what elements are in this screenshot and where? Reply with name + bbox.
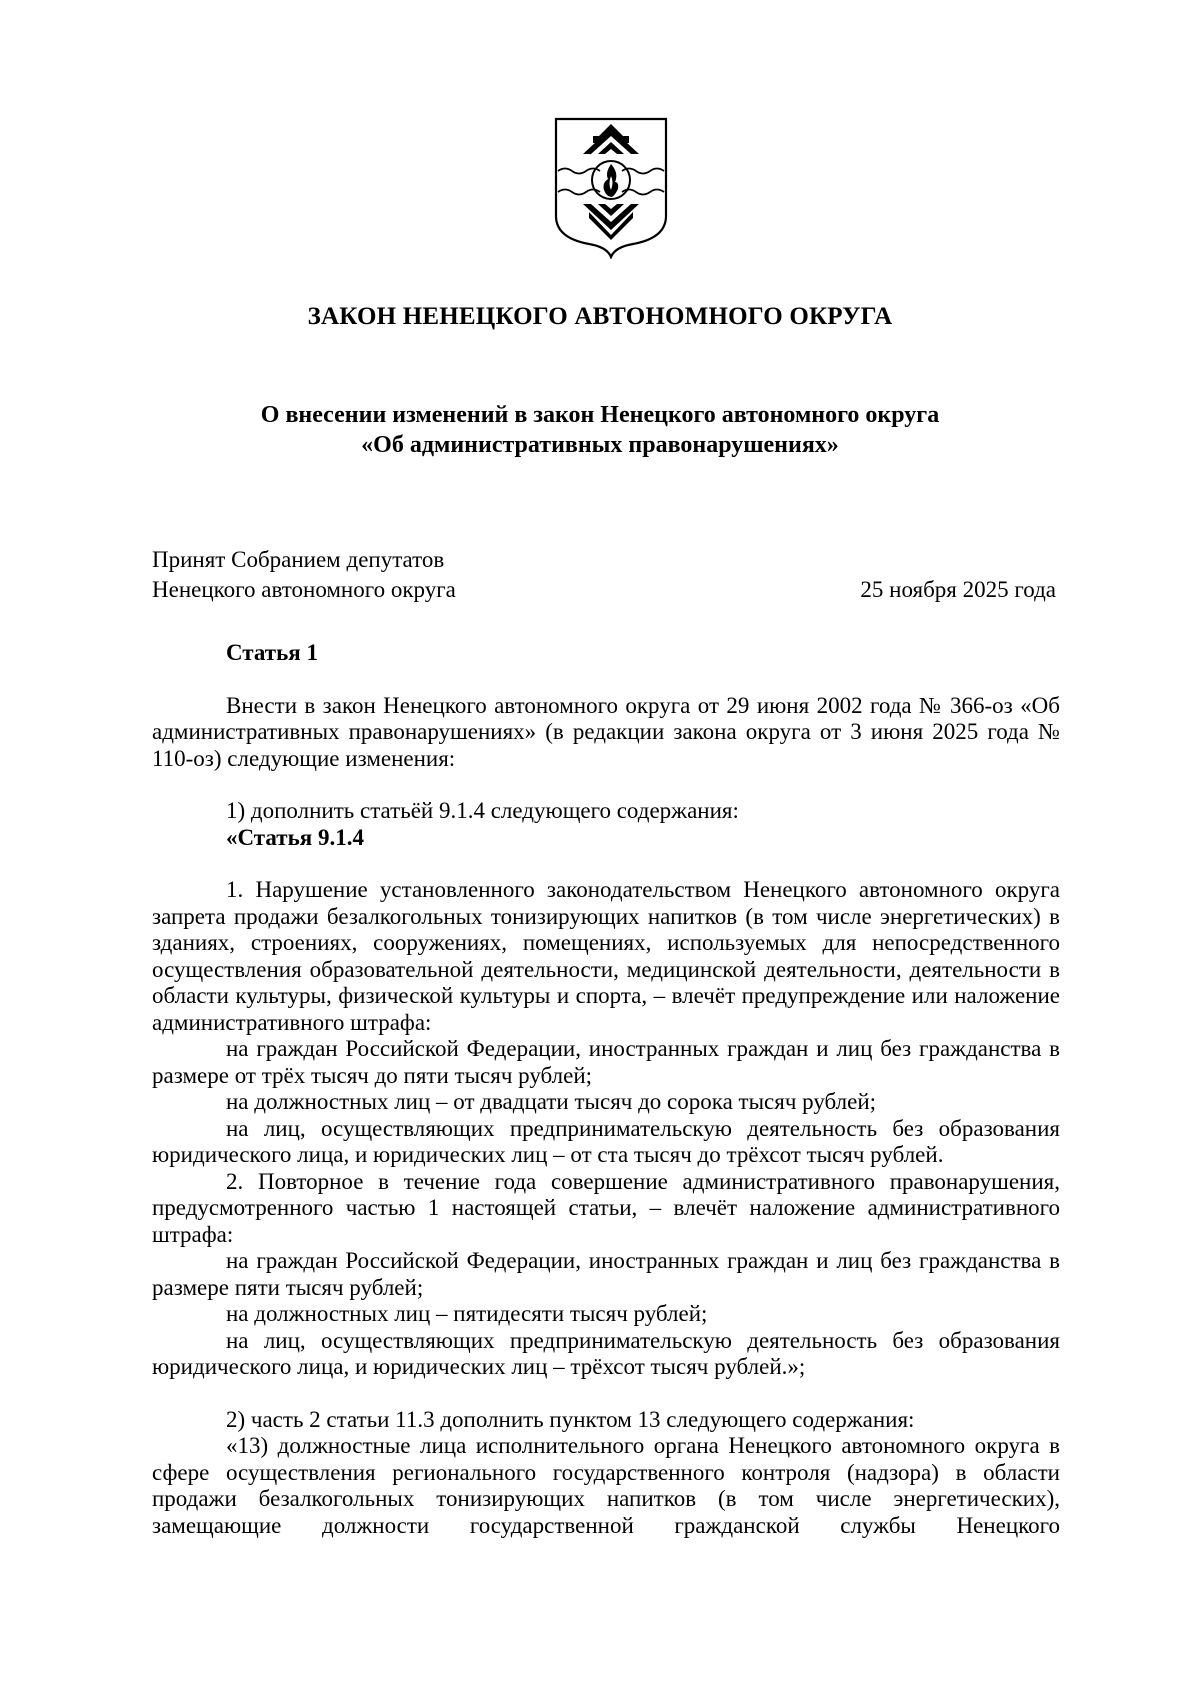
subtitle-line-2: «Об административных правонарушениях»: [361, 432, 839, 458]
article-1-heading: Статья 1: [226, 640, 318, 665]
subtitle-line-1: О внесении изменений в закон Ненецкого автономного округа: [260, 402, 940, 428]
item-2-intro: 2) часть 2 статьи 11.3 дополнить пунктом 13 следующего содержания:: [226, 1406, 915, 1432]
part-2-entities-fine: на лиц, осуществляющих предпринимательскую деятельность без образования юридического лица, и юридических лиц – трёхсот тысяч рублей.»;: [152, 1327, 1060, 1379]
article-1-intro: Внести в закон Ненецкого автономного округа от 29 июня 2002 года № 366-оз «Об административных правонарушениях» (в редакции закона округа от 3 июня 2025 года № 110-оз) следующие изменения:: [152, 692, 1060, 771]
top-ornament: [583, 124, 639, 154]
wave-bottom: [558, 190, 600, 195]
article-9-1-4-heading: «Статья 9.1.4: [226, 824, 364, 850]
wave-bottom-right: [622, 190, 664, 195]
adoption-date: 25 ноября 2025 года: [860, 577, 1056, 602]
part-1-citizens-fine: на граждан Российской Федерации, иностранных граждан и лиц без гражданства в размере от трёх тысяч до пяти тысяч рублей;: [152, 1036, 1060, 1088]
law-body: [152, 640, 1060, 1539]
law-title: ЗАКОН НЕНЕЦКОГО АВТОНОМНОГО ОКРУГА: [307, 303, 893, 330]
part-2-citizens-fine: на граждан Российской Федерации, иностранных граждан и лиц без гражданства в размере пяти тысяч рублей;: [152, 1248, 1060, 1300]
adopted-by-line-2: Ненецкого автономного округа: [152, 577, 456, 602]
adoption-block: [152, 545, 1056, 605]
part-1-entities-fine: на лиц, осуществляющих предпринимательскую деятельность без образования юридического лица, и юридических лиц – от ста тысяч до трёхсот тысяч рублей.: [152, 1115, 1060, 1167]
item-1-intro: 1) дополнить статьёй 9.1.4 следующего содержания:: [226, 798, 739, 823]
adopted-by-line-1: Принят Собранием депутатов: [152, 547, 445, 572]
article-9-1-4-part-2: 2. Повторное в течение года совершение административного правонарушения, предусмотренного частью 1 настоящей статьи, – влечёт наложение административного штрафа:: [152, 1168, 1060, 1247]
bottom-ornament: [583, 204, 639, 240]
part-1-officials-fine: на должностных лиц – от двадцати тысяч до сорока тысяч рублей;: [226, 1089, 877, 1114]
article-9-1-4-part-1: 1. Нарушение установленного законодательством Ненецкого автономного округа запрета продажи безалкогольных тонизирующих напитков (в том числе энергетических) в зданиях, строениях, сооружениях, помещениях, используемых для непосредственного осуществления образовательной деятельности, медицинской деятельности, деятельности в области культуры, физической культуры и спорта, – влечёт предупреждение или наложение административного штрафа:: [152, 877, 1060, 1035]
part-2-officials-fine: на должностных лиц – пятидесяти тысяч рублей;: [226, 1301, 708, 1326]
item-2-text: «13) должностные лица исполнительного органа Ненецкого автономного округа в сфере осуществления регионального государственного контроля (надзора) в области продажи безалкогольных тонизирующих напитков (в том числе энергетических), замещающие должности государственной гражданской службы Ненецкого: [152, 1433, 1060, 1538]
law-subtitle: [150, 400, 1050, 460]
coat-of-arms-icon: [553, 116, 669, 259]
